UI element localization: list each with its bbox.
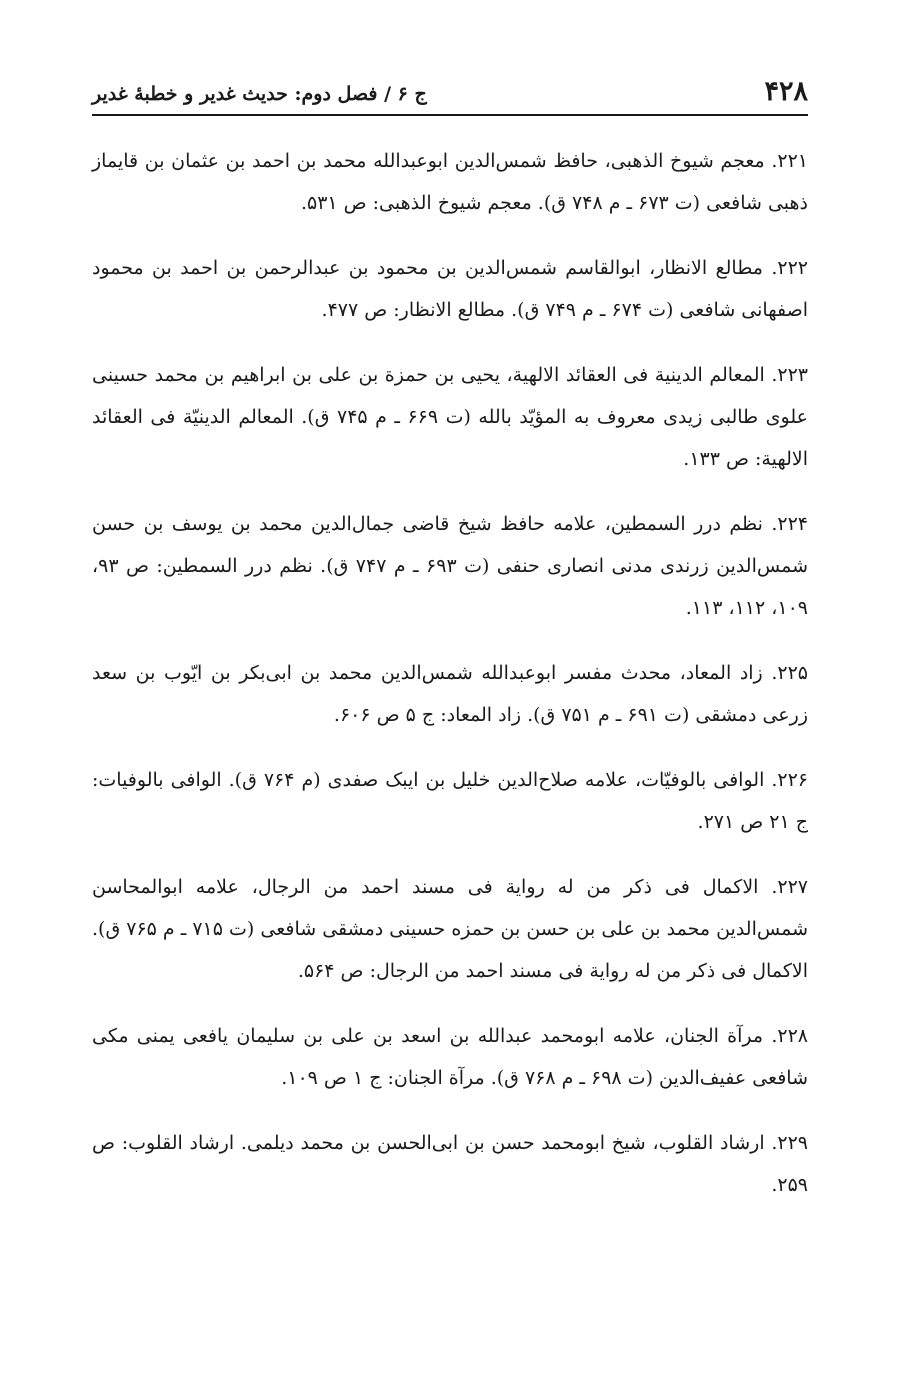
entry-222: ۲۲۲. مطالع الانظار، ابوالقاسم شمس‌الدین بن محمود بن عبدالرحمن بن احمد بن محمود اصفهانی شافعی (ت ۶۷۴ ـ م ۷۴۹ ق). مطالع الانظار: ص ۴۷۷. — [92, 257, 808, 321]
entry-221: ۲۲۱. معجم شیوخ الذهبی، حافظ شمس‌الدین ابوعبدالله محمد بن احمد بن عثمان بن قایماز ذهبی شافعی (ت ۶۷۳ ـ م ۷۴۸ ق). معجم شیوخ الذهبی: ص ۵۳۱. — [92, 150, 808, 214]
page-number: ۴۲۸ — [764, 76, 808, 107]
entry-228: ۲۲۸. مرآة الجنان، علامه ابومحمد عبدالله بن اسعد بن علی بن سلیمان یافعی یمنی مکی شافعی عفیف‌الدین (ت ۶۹۸ ـ م ۷۶۸ ق). مرآة الجنان: ج ۱ ص ۱۰۹. — [92, 1025, 808, 1089]
entry-227: ۲۲۷. الاکمال فی ذکر من له روایة فی مسند احمد من الرجال، علامه ابوالمحاسن شمس‌الدین محمد بن علی بن حسن بن حمزه حسینی دمشقی شافعی (ت ۷۱۵ ـ م ۷۶۵ ق). الاکمال فی ذکر من له روایة فی مسند احمد من الرجال: ص ۵۶۴. — [92, 876, 809, 982]
entry-229: ۲۲۹. ارشاد القلوب، شیخ ابومحمد حسن بن ابی‌الحسن بن محمد دیلمی. ارشاد القلوب: ص ۲۵۹. — [92, 1132, 808, 1196]
page-header — [92, 64, 808, 114]
entry-223: ۲۲۳. المعالم الدینیة فی العقائد الالهیة، یحیی بن حمزة بن علی بن ابراهیم بن محمد حسینی علوی طالبی زیدی معروف به المؤیّد بالله (ت ۶۶۹ ـ م ۷۴۵ ق). المعالم الدینیّة فی العقائد الالهیة: ص ۱۳۳. — [92, 364, 809, 470]
header-rule — [92, 114, 808, 116]
entry-224: ۲۲۴. نظم درر السمطین، علامه حافظ شیخ قاضی جمال‌الدین محمد بن یوسف بن حسن شمس‌الدین زرندی مدنی انصاری حنفی (ت ۶۹۳ ـ م ۷۴۷ ق). نظم درر السمطین: ص ۹۳، ۱۰۹، ۱۱۲، ۱۱۳. — [92, 513, 808, 619]
book-page — [92, 0, 808, 1390]
entry-226: ۲۲۶. الوافی بالوفیّات، علامه صلاح‌الدین خلیل بن ایبک صفدی (م ۷۶۴ ق). الوافی بالوفیات: ج ۲۱ ص ۲۷۱. — [92, 769, 809, 833]
running-head: ج ۶ / فصل دوم: حدیث غدیر و خطبهٔ غدیر — [92, 83, 427, 105]
entry-list — [92, 140, 808, 1229]
entry-225: ۲۲۵. زاد المعاد، محدث مفسر ابوعبدالله شمس‌الدین محمد بن ابی‌بکر بن ایّوب بن سعد زرعی دمشقی (ت ۶۹۱ ـ م ۷۵۱ ق). زاد المعاد: ج ۵ ص ۶۰۶. — [92, 662, 808, 726]
